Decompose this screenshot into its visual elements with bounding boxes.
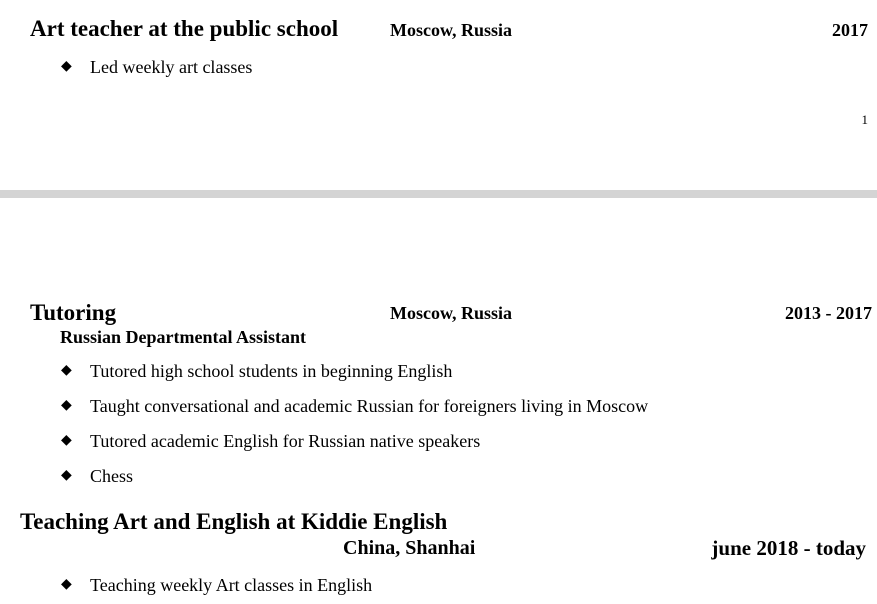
- tutoring-title: Tutoring: [30, 300, 117, 325]
- page-number: 1: [861, 112, 868, 127]
- bullet-icon: ◆: [61, 398, 72, 413]
- bullet-icon: ◆: [61, 577, 72, 592]
- page-break: [0, 190, 877, 198]
- kiddie-location: China, Shanhai: [343, 537, 476, 559]
- list-item-text: Chess: [90, 466, 134, 486]
- job-location: Moscow, Russia: [390, 20, 513, 40]
- bullet-icon: ◆: [61, 363, 72, 378]
- tutoring-subtitle: Russian Departmental Assistant: [60, 327, 307, 347]
- list-item-text: Teaching weekly Art classes in English: [90, 575, 373, 595]
- bullet-icon: ◆: [61, 433, 72, 448]
- job-date: 2017: [832, 20, 868, 40]
- document-page-2: [0, 198, 877, 604]
- tutoring-location: Moscow, Russia: [390, 303, 513, 323]
- job-title: Art teacher at the public school: [30, 16, 339, 41]
- tutoring-date: 2013 - 2017: [785, 303, 872, 323]
- list-item-text: Led weekly art classes: [90, 57, 253, 77]
- kiddie-date: june 2018 - today: [711, 536, 866, 560]
- bullet-icon: ◆: [61, 468, 72, 483]
- bullet-icon: ◆: [61, 59, 72, 74]
- list-item-text: Taught conversational and academic Russian for foreigners living in Moscow: [90, 396, 649, 416]
- list-item-text: Tutored high school students in beginning English: [90, 361, 453, 381]
- list-item-text: Tutored academic English for Russian native speakers: [90, 431, 481, 451]
- kiddie-title: Teaching Art and English at Kiddie English: [20, 509, 448, 534]
- document-page-1: [0, 0, 877, 190]
